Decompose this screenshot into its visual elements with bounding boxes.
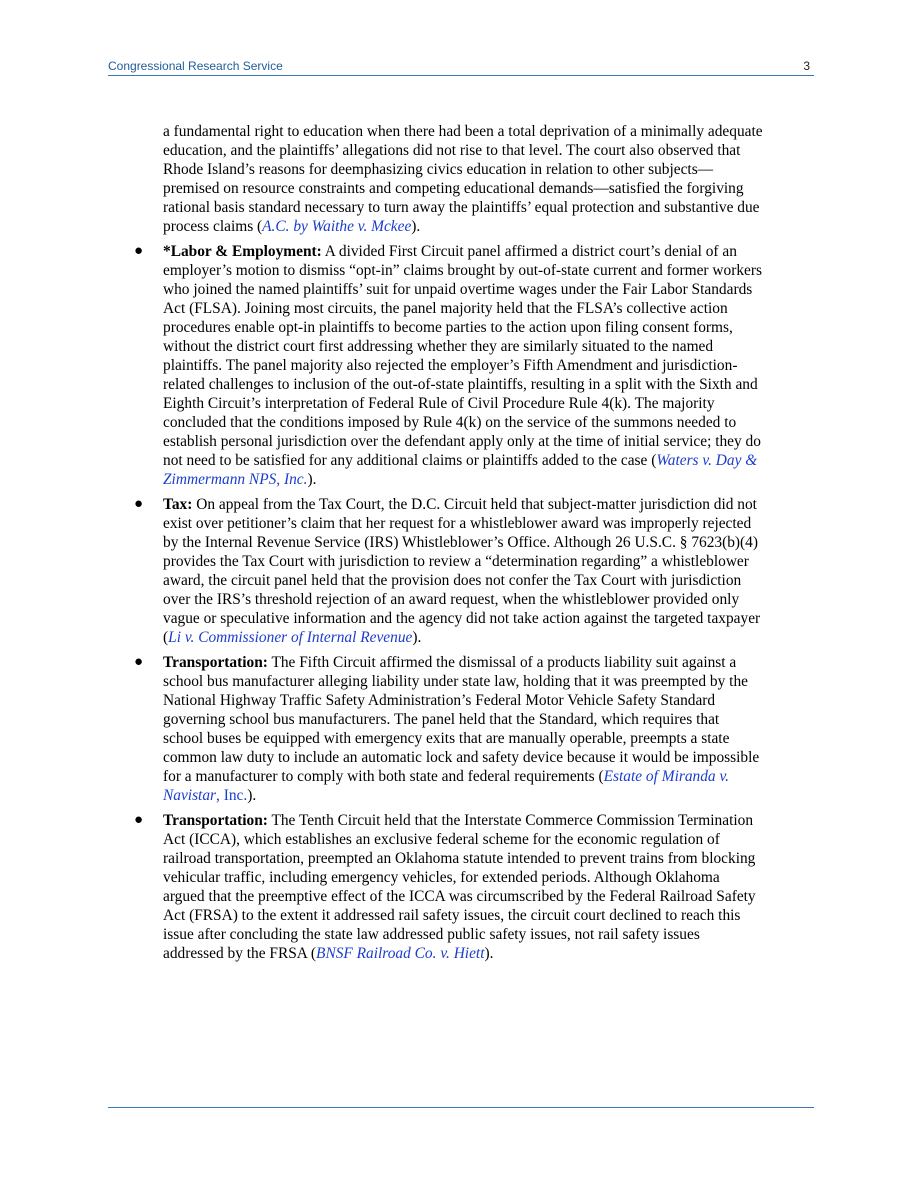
intro-text: a fundamental right to education when there had been a total deprivation of a minimally adequate education, and the plaintiffs’ allegations did not rise to that level. The court also observed that Rhode Island’s reasons for deemphasizing civics education in relation to other subjects—premised on resource constraints and competing educational demands—satisfied the forgiving rational basis standard necessary to turn away the plaintiffs’ equal protection and substantive due process claims ( xyxy=(163,123,763,235)
summary-text: On appeal from the Tax Court, the D.C. Circuit held that subject-matter jurisdiction did not exist over petitioner’s claim that her request for a whistleblower award was improperly rejected by the Internal Revenue Service (IRS) Whistleblower’s Office. Although 26 U.S.C. § 7623(b)(4) provides the Tax Court with jurisdiction to review a “determination regarding” a whistleblower award, the circuit panel held that the provision does not confer the Tax Court with jurisdiction over the IRS’s threshold rejection of an award request, when the whistleblower provided only vague or speculative information and the agency did not take action against the targeted taxpayer ( xyxy=(163,496,761,646)
document-body xyxy=(134,122,763,969)
list-item xyxy=(134,495,763,647)
intro-paragraph xyxy=(163,122,763,236)
summary-closing: ). xyxy=(412,629,422,646)
summary-closing: ). xyxy=(247,787,257,804)
case-link[interactable]: A.C. by Waithe v. Mckee xyxy=(262,218,412,235)
summary-text: The Tenth Circuit held that the Interstate Commerce Commission Termination Act (ICCA), which establishes an exclusive federal scheme for the economic regulation of railroad transportation, preempted an Oklahoma statute intended to prevent trains from blocking vehicular traffic, including emergency vehicles, for extended periods. Although Oklahoma argued that the preemptive effect of the ICCA was circumscribed by the Federal Railroad Safety Act (FRSA) to the extent it addressed rail safety issues, the circuit court declined to reach this issue after concluding the state law addressed public safety issues, not rail safety issues addressed by the FRSA ( xyxy=(163,812,756,962)
summary-closing: ). xyxy=(307,471,317,488)
topic-label: *Labor & Employment: xyxy=(163,243,322,260)
footer-divider xyxy=(108,1107,814,1108)
case-link[interactable]: Li v. Commissioner of Internal Revenue xyxy=(168,629,413,646)
bullet-icon: ● xyxy=(134,496,144,512)
summary-text: The Fifth Circuit affirmed the dismissal of a products liability suit against a school bus manufacturer alleging liability under state law, holding that it was preempted by the National Highway Traffic Safety Administration’s Federal Motor Vehicle Safety Standard governing school bus manufacturers. The panel held that the Standard, which requires that school buses be equipped with emergency exits that are manually operable, preempts a state common law duty to include an automatic lock and safety device because it would be impossible for a manufacturer to comply with both state and federal requirements ( xyxy=(163,654,760,785)
case-link[interactable]: BNSF Railroad Co. v. Hiett xyxy=(316,945,485,962)
list-item xyxy=(134,653,763,805)
bullet-icon: ● xyxy=(134,812,144,828)
list-item xyxy=(134,811,763,963)
case-link[interactable]: Estate of Miranda v. Navistar, Inc. xyxy=(163,768,729,804)
header-org-name: Congressional Research Service xyxy=(108,59,283,73)
topic-label: Transportation: xyxy=(163,654,268,671)
header-divider xyxy=(108,75,814,76)
bullet-icon: ● xyxy=(134,243,144,259)
list-item xyxy=(134,242,763,489)
intro-closing: ). xyxy=(411,218,421,235)
case-link[interactable]: Waters v. Day & Zimmermann NPS, Inc. xyxy=(163,452,758,488)
page-number: 3 xyxy=(803,59,810,73)
bullet-icon: ● xyxy=(134,654,144,670)
topic-label: Transportation: xyxy=(163,812,268,829)
summary-text: A divided First Circuit panel affirmed a district court’s denial of an employer’s motion to dismiss “opt-in” claims brought by out-of-state current and former workers who joined the named plaintiffs’ suit for unpaid overtime wages under the Fair Labor Standards Act (FLSA). Joining most circuits, the panel majority held that the FLSA’s collective action procedures enable opt-in plaintiffs to become parties to the action upon filing consent forms, without the district court first addressing whether they are similarly situated to the named plaintiffs. The panel majority also rejected the employer’s Fifth Amendment and jurisdiction-related challenges to inclusion of the out-of-state plaintiffs, resulting in a split with the Sixth and Eighth Circuit’s interpretation of Federal Rule of Civil Procedure Rule 4(k). The majority concluded that the conditions imposed by Rule 4(k) on the service of the summons needed to establish personal jurisdiction over the defendant apply only at the time of initial service; they do not need to be satisfied for any additional claims or plaintiffs added to the case ( xyxy=(163,243,762,469)
summary-closing: ). xyxy=(484,945,494,962)
topic-label: Tax: xyxy=(163,496,193,513)
case-summary-list xyxy=(134,242,763,963)
